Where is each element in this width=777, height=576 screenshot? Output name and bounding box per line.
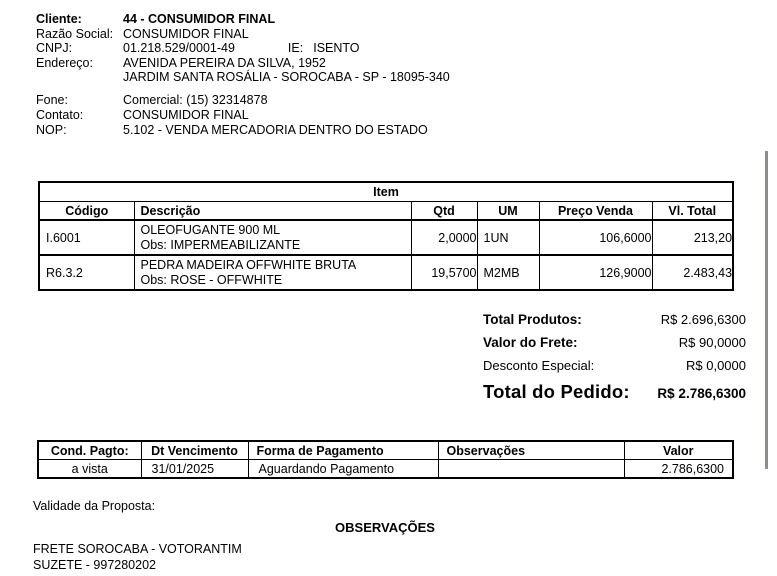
payment-valor: 2.786,6300 xyxy=(624,460,733,479)
cnpj-value: 01.218.529/0001-49 xyxy=(123,41,235,56)
client-row-nop xyxy=(36,123,450,138)
item-row-total: 2.483,43 xyxy=(652,255,733,290)
client-row-cnpj xyxy=(36,41,450,56)
item-row-2 xyxy=(39,255,733,290)
item-table-title: Item xyxy=(39,182,733,202)
endereco-value-line2: JARDIM SANTA ROSÁLIA - SOROCABA - SP - 18095-340 xyxy=(123,70,450,85)
cliente-value: 44 - CONSUMIDOR FINAL xyxy=(123,12,276,26)
item-row-obs: Obs: ROSE - OFFWHITE xyxy=(140,272,283,287)
total-produtos-row xyxy=(483,312,746,335)
item-table-title-row xyxy=(39,182,733,202)
header-dt-vencimento: Dt Vencimento xyxy=(141,441,248,460)
valor-frete-value: R$ 90,0000 xyxy=(678,335,746,350)
item-row-codigo: R6.3.2 xyxy=(39,255,134,290)
item-row-qtd: 2,0000 xyxy=(411,220,477,255)
valor-frete-label: Valor do Frete: xyxy=(483,335,578,350)
header-vl-total: Vl. Total xyxy=(652,202,733,221)
payment-data-row xyxy=(38,460,733,479)
payment-table xyxy=(37,440,734,479)
item-row-um: 1UN xyxy=(477,220,539,255)
ie-value: ISENTO xyxy=(313,41,360,56)
contato-label: Contato: xyxy=(36,108,84,123)
header-um: UM xyxy=(477,202,539,221)
valor-frete-row xyxy=(483,335,746,358)
vertical-scrollbar-thumb[interactable] xyxy=(765,151,768,469)
client-row-razao xyxy=(36,27,450,42)
observacoes-line-2: SUZETE - 997280202 xyxy=(33,558,156,572)
item-row-descricao: OLEOFUGANTE 900 ML xyxy=(140,222,281,237)
endereco-label-spacer xyxy=(36,70,123,85)
item-row-um: M2MB xyxy=(477,255,539,290)
total-pedido-label: Total do Pedido: xyxy=(483,381,630,402)
header-valor: Valor xyxy=(624,441,733,460)
nop-label: NOP: xyxy=(36,122,67,137)
header-descricao: Descrição xyxy=(134,202,411,221)
payment-vencimento: 31/01/2025 xyxy=(141,460,248,479)
payment-header-row xyxy=(38,441,733,460)
fone-value: Comercial: (15) 32314878 xyxy=(123,93,268,108)
payment-obs xyxy=(438,460,624,479)
item-row-descricao-cell xyxy=(134,220,411,255)
endereco-value-line1: AVENIDA PEREIRA DA SILVA, 1952 xyxy=(123,55,326,70)
validade-proposta-label: Validade da Proposta: xyxy=(33,499,156,513)
item-row-preco: 106,6000 xyxy=(539,220,652,255)
item-row-preco: 126,9000 xyxy=(539,255,652,290)
razao-social-value: CONSUMIDOR FINAL xyxy=(123,26,249,41)
observacoes-title: OBSERVAÇÕES xyxy=(335,520,435,535)
header-cond-pagto: Cond. Pagto: xyxy=(38,441,141,460)
client-row-endereco xyxy=(36,56,450,71)
item-row-descricao-cell xyxy=(134,255,411,290)
client-row-cliente xyxy=(36,12,450,27)
item-row-codigo: I.6001 xyxy=(39,220,134,255)
client-row-endereco2 xyxy=(36,70,450,85)
header-preco-venda: Preço Venda xyxy=(539,202,652,221)
item-row-total: 213,20 xyxy=(652,220,733,255)
totals-block xyxy=(483,312,746,408)
header-observacoes: Observações xyxy=(438,441,624,460)
item-table xyxy=(38,181,734,291)
observacoes-line-1: FRETE SOROCABA - VOTORANTIM xyxy=(33,542,242,556)
ie-group xyxy=(288,41,360,56)
contato-value: CONSUMIDOR FINAL xyxy=(123,108,249,123)
endereco-label: Endereço: xyxy=(36,55,93,70)
total-produtos-label: Total Produtos: xyxy=(483,312,582,327)
payment-cond: a vista xyxy=(71,461,108,476)
fone-label: Fone: xyxy=(36,93,68,108)
total-pedido-row xyxy=(483,381,746,408)
header-qtd: Qtd xyxy=(411,202,477,221)
payment-forma: Aguardando Pagamento xyxy=(248,460,438,479)
item-row-obs: Obs: IMPERMEABILIZANTE xyxy=(140,237,301,252)
desconto-especial-label: Desconto Especial: xyxy=(483,358,595,373)
client-row-fone xyxy=(36,93,450,108)
item-row-qtd: 19,5700 xyxy=(411,255,477,290)
total-produtos-value: R$ 2.696,6300 xyxy=(660,312,746,327)
cnpj-label: CNPJ: xyxy=(36,41,73,56)
item-row-descricao: PEDRA MADEIRA OFFWHITE BRUTA xyxy=(140,257,357,272)
cliente-label: Cliente: xyxy=(36,12,82,26)
nop-value: 5.102 - VENDA MERCADORIA DENTRO DO ESTADO xyxy=(123,122,428,137)
desconto-especial-row xyxy=(483,358,746,381)
ie-label: IE: xyxy=(287,41,304,56)
header-codigo: Código xyxy=(39,202,134,221)
header-forma-pagamento: Forma de Pagamento xyxy=(248,441,438,460)
item-table-header-row xyxy=(39,202,733,221)
total-pedido-value: R$ 2.786,6300 xyxy=(657,386,746,401)
razao-social-label: Razão Social: xyxy=(36,26,114,41)
client-info-block xyxy=(36,12,450,137)
item-row-1 xyxy=(39,220,733,255)
client-row-contato xyxy=(36,108,450,123)
desconto-especial-value: R$ 0,0000 xyxy=(686,358,746,373)
